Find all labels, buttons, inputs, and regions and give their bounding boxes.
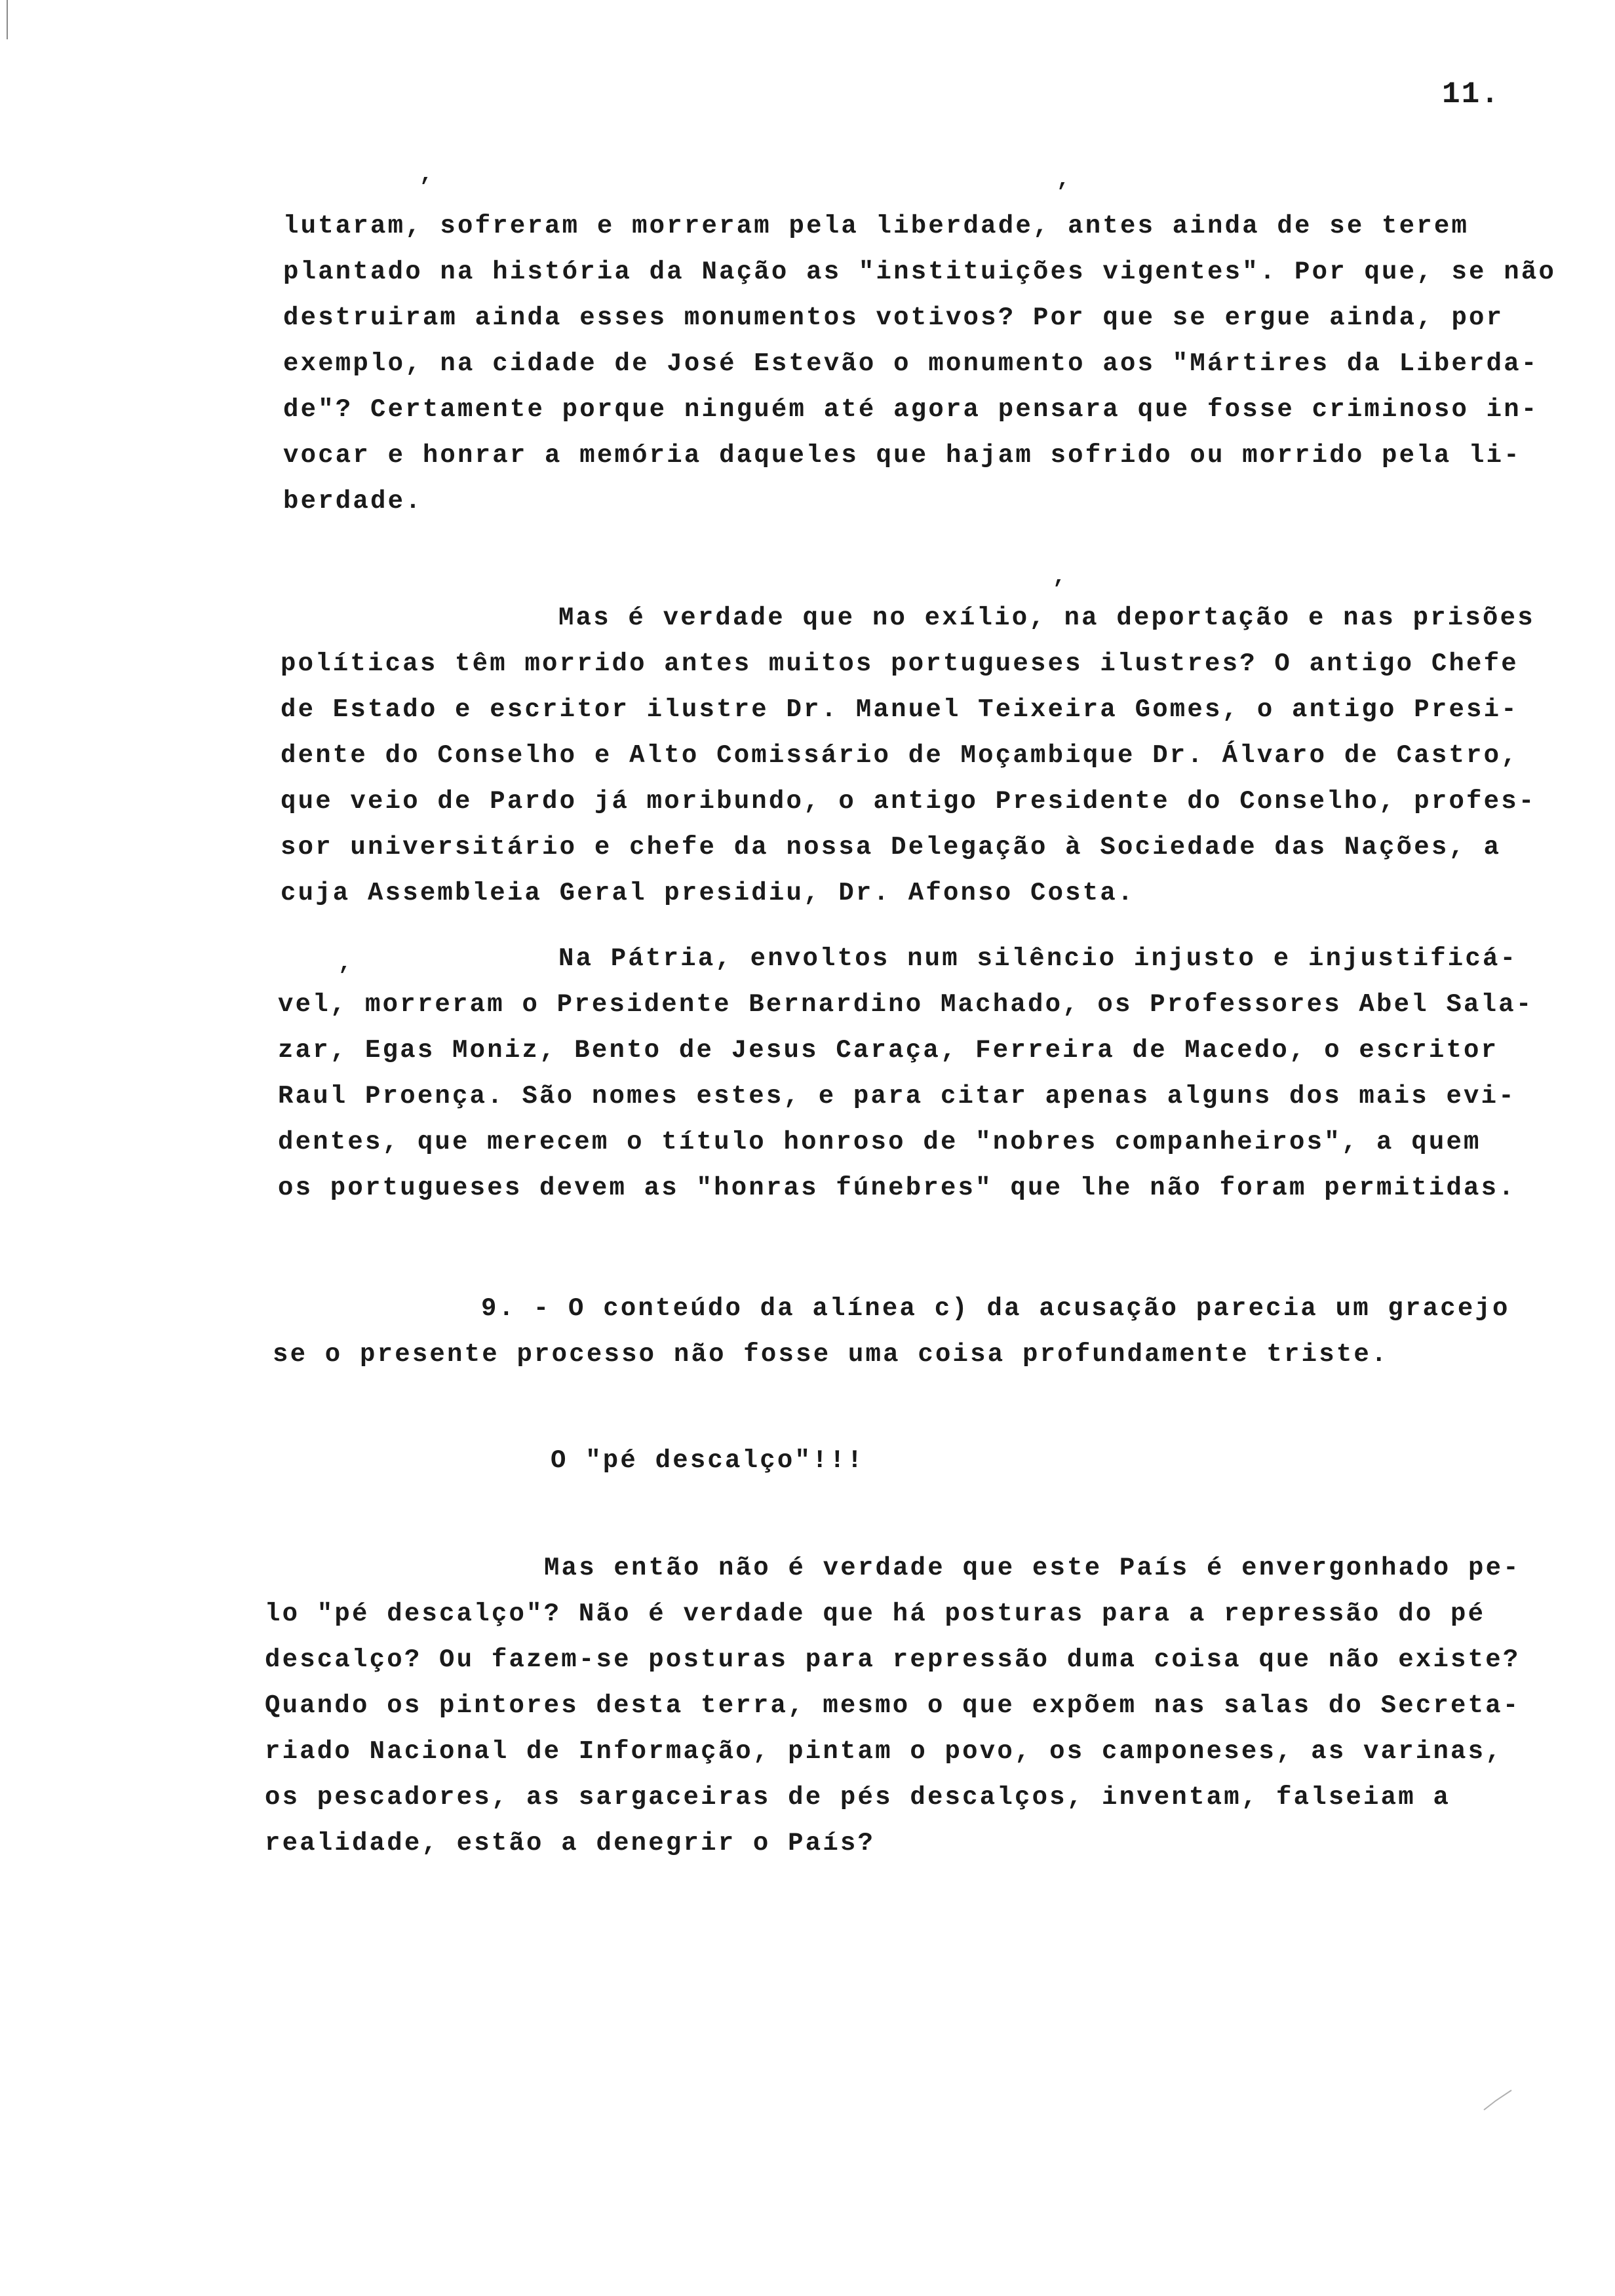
text-line: plantado na história da Nação as "instituições vigentes". Por que, se não (283, 258, 1557, 286)
text-line: vocar e honrar a memória daqueles que hajam sofrido ou morrido pela li- (283, 441, 1521, 470)
text-line: riado Nacional de Informação, pintam o povo, os camponeses, as varinas, (265, 1737, 1503, 1766)
text-line: cuja Assembleia Geral presidiu, Dr. Afonso Costa. (281, 879, 1135, 908)
text-line: exemplo, na cidade de José Estevão o monumento aos "Mártires da Liberda- (283, 349, 1539, 378)
text-line: os portugueses devem as "honras fúnebres" que lhe não foram permitidas. (278, 1174, 1516, 1202)
text-line: Raul Proença. São nomes estes, e para citar apenas alguns dos mais evi- (278, 1082, 1516, 1111)
text-line: realidade, estão a denegrir o País? (265, 1829, 876, 1858)
margin-mark: , (1057, 168, 1070, 193)
text-line: dente do Conselho e Alto Comissário de Moçambique Dr. Álvaro de Castro, (281, 741, 1519, 770)
text-line: de"? Certamente porque ninguém até agora pensara que fosse criminoso in- (283, 395, 1539, 424)
pencil-mark-icon (1483, 2089, 1513, 2111)
text-line: destruiram ainda esses monumentos votivos? Por que se ergue ainda, por (283, 303, 1504, 332)
scan-edge-line (7, 0, 8, 39)
text-line: lutaram, sofreram e morreram pela liberdade, antes ainda de se terem (283, 212, 1469, 240)
text-line: O "pé descalço"!!! (551, 1446, 865, 1475)
text-line: dentes, que merecem o título honroso de "nobres companheiros", a quem (278, 1128, 1481, 1157)
text-line: Quando os pintores desta terra, mesmo o que expõem nas salas do Secreta- (265, 1691, 1521, 1720)
text-line: que veio de Pardo já moribundo, o antigo Presidente do Conselho, profes- (281, 787, 1536, 816)
text-line: zar, Egas Moniz, Bento de Jesus Caraça, Ferreira de Macedo, o escritor (278, 1036, 1499, 1065)
text-line: de Estado e escritor ilustre Dr. Manuel Teixeira Gomes, o antigo Presi- (281, 695, 1519, 724)
text-line: os pescadores, as sargaceiras de pés descalços, inventam, falseiam a (265, 1783, 1451, 1812)
text-line: Na Pátria, envoltos num silêncio injusto e injustificá- (558, 944, 1518, 973)
text-line: vel, morreram o Presidente Bernardino Machado, os Professores Abel Sala- (278, 990, 1534, 1019)
text-line: Mas é verdade que no exílio, na deportação e nas prisões (558, 603, 1535, 632)
text-line: 9. - O conteúdo da alínea c) da acusação parecia um gracejo (481, 1294, 1510, 1323)
margin-mark: , (1053, 565, 1066, 590)
text-line: lo "pé descalço"? Não é verdade que há posturas para a repressão do pé (265, 1599, 1486, 1628)
margin-mark: , (338, 951, 352, 976)
text-line: sor universitário e chefe da nossa Delegação à Sociedade das Nações, a (281, 833, 1502, 862)
text-line: berdade. (283, 487, 423, 516)
margin-mark: , (419, 163, 433, 187)
text-line: políticas têm morrido antes muitos portugueses ilustres? O antigo Chefe (281, 649, 1519, 678)
text-line: Mas então não é verdade que este País é envergonhado pe- (544, 1554, 1521, 1582)
text-line: se o presente processo não fosse uma coisa profundamente triste. (273, 1340, 1389, 1369)
text-line: descalço? Ou fazem-se posturas para repressão duma coisa que não existe? (265, 1645, 1521, 1674)
page-number: 11. (1442, 77, 1500, 111)
